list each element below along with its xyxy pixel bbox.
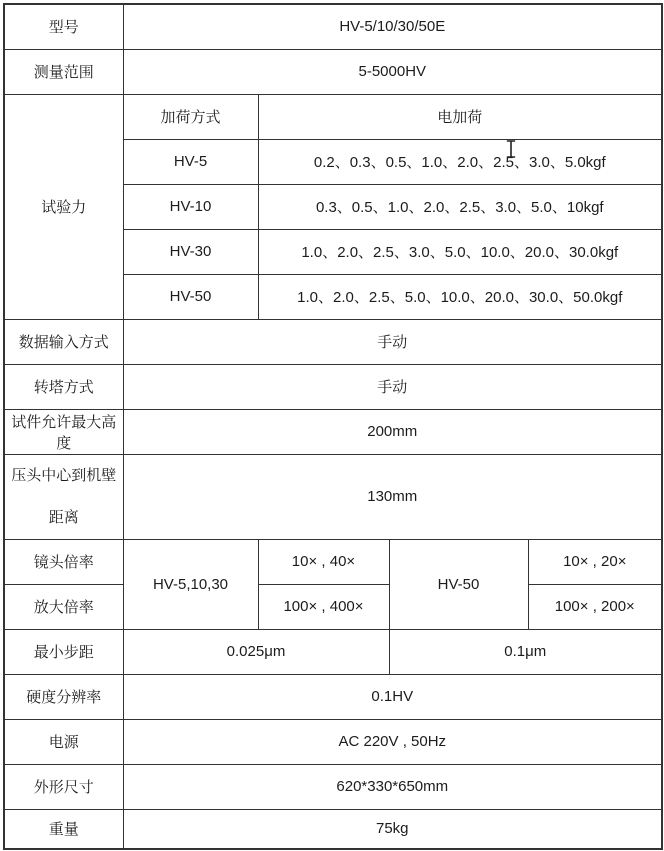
spec-label-power: 电源 — [4, 719, 123, 764]
spec-value-hv5: 0.2、0.3、0.5、1.0、2.0、2.5、3.0、5.0kgf — [258, 139, 662, 184]
spec-value-min-step-1: 0.025μm — [123, 629, 389, 674]
table-row-range — [4, 49, 662, 94]
spec-value-mag-group2-models: HV-50 — [389, 539, 528, 629]
spec-label-weight: 重量 — [4, 809, 123, 849]
spec-value-mag-group1-models: HV-5,10,30 — [123, 539, 258, 629]
table-row-dimensions — [4, 764, 662, 809]
spec-value-mag-group2-total: 100× , 200× — [528, 584, 662, 629]
table-row-weight — [4, 809, 662, 849]
table-row-total-magnification — [4, 584, 662, 629]
spec-value-throat: 130mm — [123, 454, 662, 539]
spec-value-range: 5-5000HV — [123, 49, 662, 94]
spec-value-power: AC 220V , 50Hz — [123, 719, 662, 764]
spec-label-hv10: HV-10 — [123, 184, 258, 229]
table-row-loading-method — [4, 94, 662, 139]
table-row-lens-magnification — [4, 539, 662, 584]
spec-label-data-input: 数据输入方式 — [4, 319, 123, 364]
specification-table — [3, 3, 663, 850]
spec-value-mag-group1-lens: 10× , 40× — [258, 539, 389, 584]
spec-label-throat: 压头中心到机壁距离 — [4, 454, 123, 539]
spec-value-turret: 手动 — [123, 364, 662, 409]
spec-value-min-step-2: 0.1μm — [389, 629, 662, 674]
spec-value-dimensions: 620*330*650mm — [123, 764, 662, 809]
spec-label-lens-magnification: 镜头倍率 — [4, 539, 123, 584]
spec-value-resolution: 0.1HV — [123, 674, 662, 719]
table-row-max-height — [4, 409, 662, 454]
spec-label-range: 测量范围 — [4, 49, 123, 94]
spec-value-hv50: 1.0、2.0、2.5、5.0、10.0、20.0、30.0、50.0kgf — [258, 274, 662, 319]
table-row-resolution — [4, 674, 662, 719]
spec-value-data-input: 手动 — [123, 319, 662, 364]
spec-value-model: HV-5/10/30/50E — [123, 4, 662, 49]
table-row-model — [4, 4, 662, 49]
spec-value-mag-group1-total: 100× , 400× — [258, 584, 389, 629]
table-row-turret — [4, 364, 662, 409]
spec-value-weight: 75kg — [123, 809, 662, 849]
spec-value-max-height: 200mm — [123, 409, 662, 454]
spec-label-resolution: 硬度分辨率 — [4, 674, 123, 719]
spec-label-model: 型号 — [4, 4, 123, 49]
spec-value-hv10: 0.3、0.5、1.0、2.0、2.5、3.0、5.0、10kgf — [258, 184, 662, 229]
table-row-throat — [4, 454, 662, 539]
spec-label-total-magnification: 放大倍率 — [4, 584, 123, 629]
spec-value-hv30: 1.0、2.0、2.5、3.0、5.0、10.0、20.0、30.0kgf — [258, 229, 662, 274]
spec-label-min-step: 最小步距 — [4, 629, 123, 674]
spec-label-turret: 转塔方式 — [4, 364, 123, 409]
table-row-data-input — [4, 319, 662, 364]
spec-label-loading-method: 加荷方式 — [123, 94, 258, 139]
table-row-min-step — [4, 629, 662, 674]
spec-label-dimensions: 外形尺寸 — [4, 764, 123, 809]
table-row-power — [4, 719, 662, 764]
spec-label-hv30: HV-30 — [123, 229, 258, 274]
spec-label-hv5: HV-5 — [123, 139, 258, 184]
spec-value-mag-group2-lens: 10× , 20× — [528, 539, 662, 584]
spec-value-loading-method: 电加荷 — [258, 94, 662, 139]
spec-label-hv50: HV-50 — [123, 274, 258, 319]
spec-label-test-force: 试验力 — [4, 94, 123, 319]
spec-label-max-height: 试件允许最大高度 — [4, 409, 123, 454]
